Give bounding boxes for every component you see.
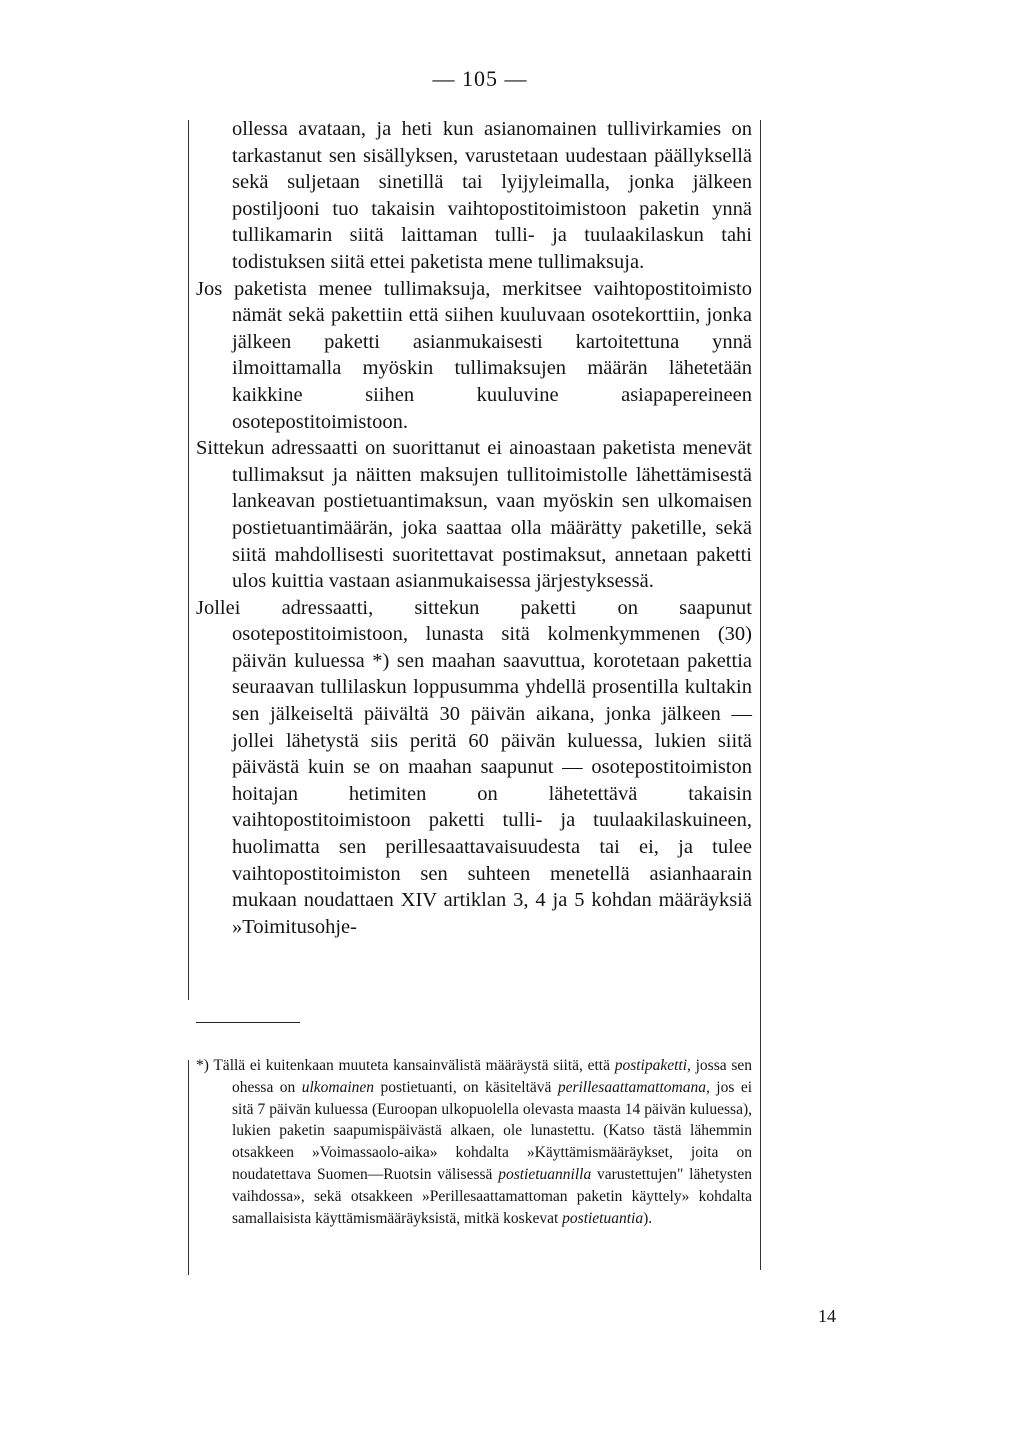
footnote-text: *) Tällä ei kuitenkaan muuteta kansainvälistä määräystä siitä, että [196,1057,615,1074]
footnote-italic-term: postipaketti, [614,1057,691,1074]
footnote-italic-term: ulkomainen [301,1078,375,1096]
footnote-text: varustettujen" lähetysten vaihdossa», sekä otsakkeen »Perillesaattamattoman paketin käyttely» kohdalta samallaisista käyttämismääräyksistä, mitkä koskevat [232,1165,752,1227]
sheet-number: 14 [818,1306,836,1326]
footnote-text: ). [643,1209,653,1227]
body-text [196,116,752,940]
paragraph-3: Sittekun adressaatti on suorittanut ei ainoastaan paketista menevät tullimaksut ja näitten maksujen tullitoimistolle lähettämisestä lankeavan postietuantimaksun, vaan myöskin sen ulkomaisen postietuantimäärän, joka saattaa olla määrätty paketille, sekä siitä mahdollisesti suoritettavat postimaksut, annetaan paketti ulos kuittia vastaan asianmukaisessa järjestyksessä. [196,437,752,593]
page-number-header: — 105 — [432,66,528,91]
footnote [196,1055,752,1229]
footnote-text: postietuanti, on käsiteltävä [374,1078,558,1096]
left-footnote-rule [188,1060,189,1275]
paragraph-4: Jollei adressaatti, sittekun paketti on saapunut osotepostitoimistoon, lunasta sitä kolmenkymmenen (30) päivän kuluessa *) sen maahan saavuttua, korotetaan pakettia seuraavan tullilaskun loppusumma yhdellä prosentilla kultakin sen jälkeiseltä päivältä 30 päivän aikana, jonka jälkeen — jollei lähetystä siis peritä 60 päivän kuluessa, lukien siitä päivästä kuin se on maahan saapunut — osotepostitoimiston hoitajan hetimiten on lähetettävä takaisin vaihtopostitoimistoon paketti tulli- ja tuulaakilaskuineen, huolimatta sen perillesaattavaisuudesta tai ei, ja tulee vaihtopostitoimiston sen suhteen menetellä asianhaarain mukaan noudattaen XIV artiklan 3, 4 ja 5 kohdan määräyksiä »Toimitusohje- [196,596,752,938]
footnote-italic-term: postietuannilla [498,1165,592,1183]
footnote-separator [196,1022,300,1023]
footnote-text: jos ei sitä 7 päivän kuluessa (Euroopan ulkopuolella olevasta maasta 14 päivän kuluessa), lukien paketin saapumispäivästä alkaen, ole lunastettu. (Katso tästä lähemmin otsakkeen »Voimassaolo-aika» kohdalta »Käyttämismääräykset, joita on noudatettava Suomen—Ruotsin välisessä [232,1078,753,1183]
footnote-italic-term: perillesaattamattomana, [557,1078,710,1096]
left-margin-rule [188,120,189,1000]
footnote-text: jossa sen ohessa on [232,1057,752,1096]
footnote-italic-term: postietuantia [562,1209,644,1227]
paragraph-2: Jos paketista menee tullimaksuja, merkitsee vaihtopostitoimisto nämät sekä pakettiin että siihen kuuluvaan osotekorttiin, jonka jälkeen paketti asianmukaisesti kartoitettuna ynnä ilmoittamalla myöskin tullimaksujen määrän lähetetään kaikkine siihen kuuluvine asiapapereineen osotepostitoimistoon. [196,277,752,433]
right-margin-rule [760,120,761,1270]
paragraph-1: ollessa avataan, ja heti kun asianomainen tullivirkamies on tarkastanut sen sisällyksen, varustetaan uudestaan päällyksellä sekä suljetaan sinetillä tai lyijyleimalla, jonka jälkeen postiljooni tuo takaisin vaihtopostitoimistoon paketin ynnä tullikamarin siitä laittaman tulli- ja tuulaakilaskun tahi todistuksen siitä ettei paketista mene tullimaksuja. [232,118,752,273]
